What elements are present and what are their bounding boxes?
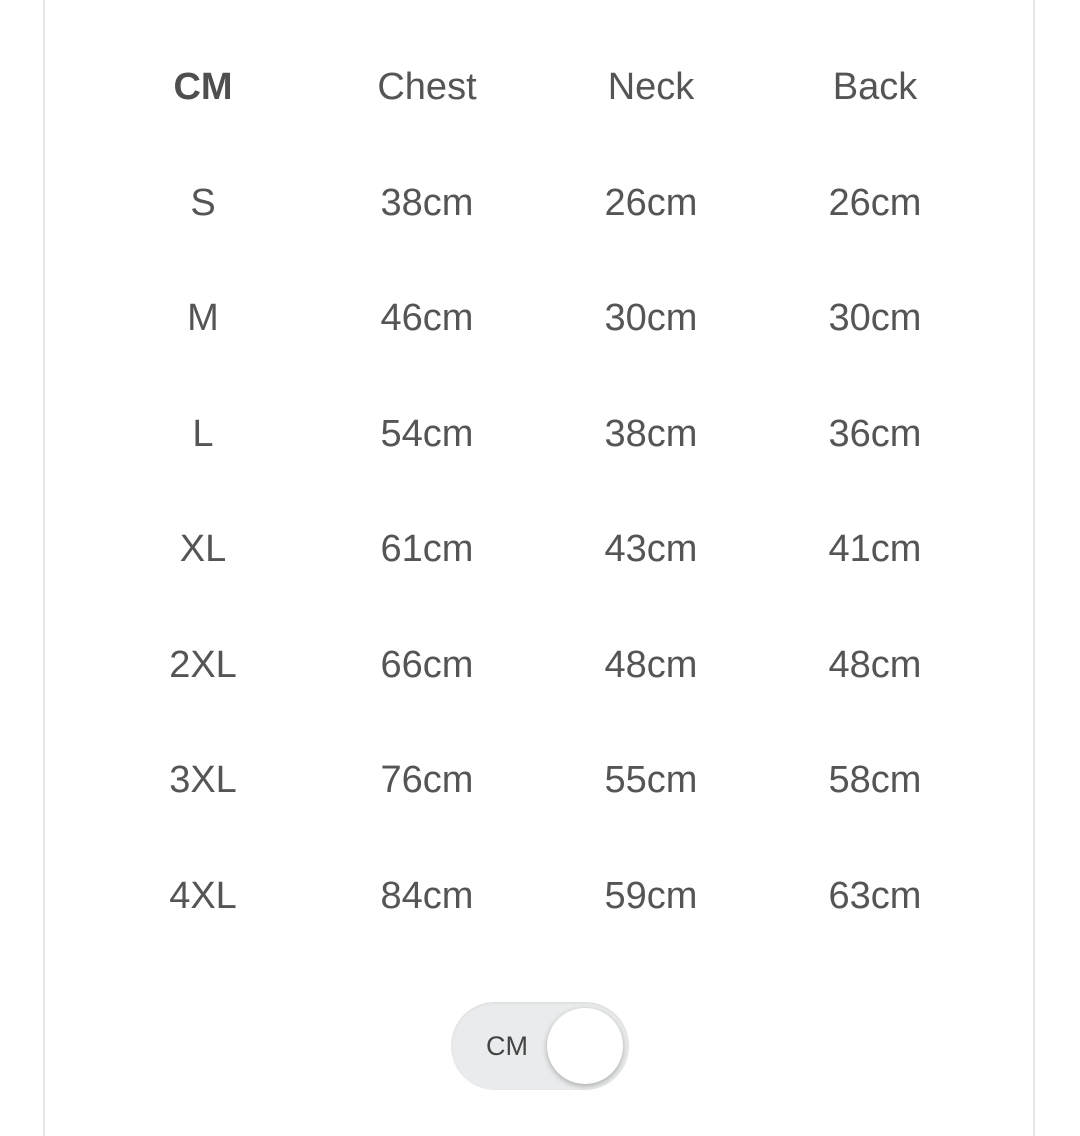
neck-value: 59cm [604, 874, 698, 917]
size-label: 3XL [169, 759, 237, 802]
table-row [91, 839, 987, 955]
chest-value: 46cm [380, 297, 474, 340]
size-label: XL [179, 528, 227, 571]
size-label: L [192, 412, 214, 455]
chest-value: 61cm [380, 528, 474, 571]
column-header-back: Back [832, 66, 918, 109]
neck-value: 30cm [604, 297, 698, 340]
size-label: 2XL [169, 643, 237, 686]
column-header-unit: CM [173, 66, 233, 109]
chest-value: 76cm [380, 759, 474, 802]
size-label: 4XL [169, 874, 237, 917]
back-value: 58cm [828, 759, 922, 802]
back-value: 36cm [828, 412, 922, 455]
unit-toggle-label: CM [486, 1031, 528, 1061]
table-row [91, 377, 987, 493]
table-row [91, 492, 987, 608]
table-row [91, 608, 987, 724]
neck-value: 38cm [604, 412, 698, 455]
neck-value: 48cm [604, 643, 698, 686]
back-value: 30cm [828, 297, 922, 340]
chest-value: 84cm [380, 874, 474, 917]
size-label: M [187, 297, 219, 340]
back-value: 41cm [828, 528, 922, 571]
chest-value: 54cm [380, 412, 474, 455]
table-row [91, 723, 987, 839]
table-row [91, 261, 987, 377]
column-header-neck: Neck [607, 66, 695, 109]
neck-value: 55cm [604, 759, 698, 802]
back-value: 26cm [828, 181, 922, 224]
table-header-row [91, 30, 987, 146]
chest-value: 66cm [380, 643, 474, 686]
size-chart-table [91, 30, 987, 954]
back-value: 48cm [828, 643, 922, 686]
table-row [91, 146, 987, 262]
chest-value: 38cm [380, 181, 474, 224]
back-value: 63cm [828, 874, 922, 917]
unit-toggle-switch[interactable] [451, 1002, 629, 1090]
size-label: S [190, 181, 216, 224]
column-header-chest: Chest [377, 66, 477, 109]
neck-value: 26cm [604, 181, 698, 224]
toggle-knob[interactable] [547, 1008, 623, 1084]
neck-value: 43cm [604, 528, 698, 571]
